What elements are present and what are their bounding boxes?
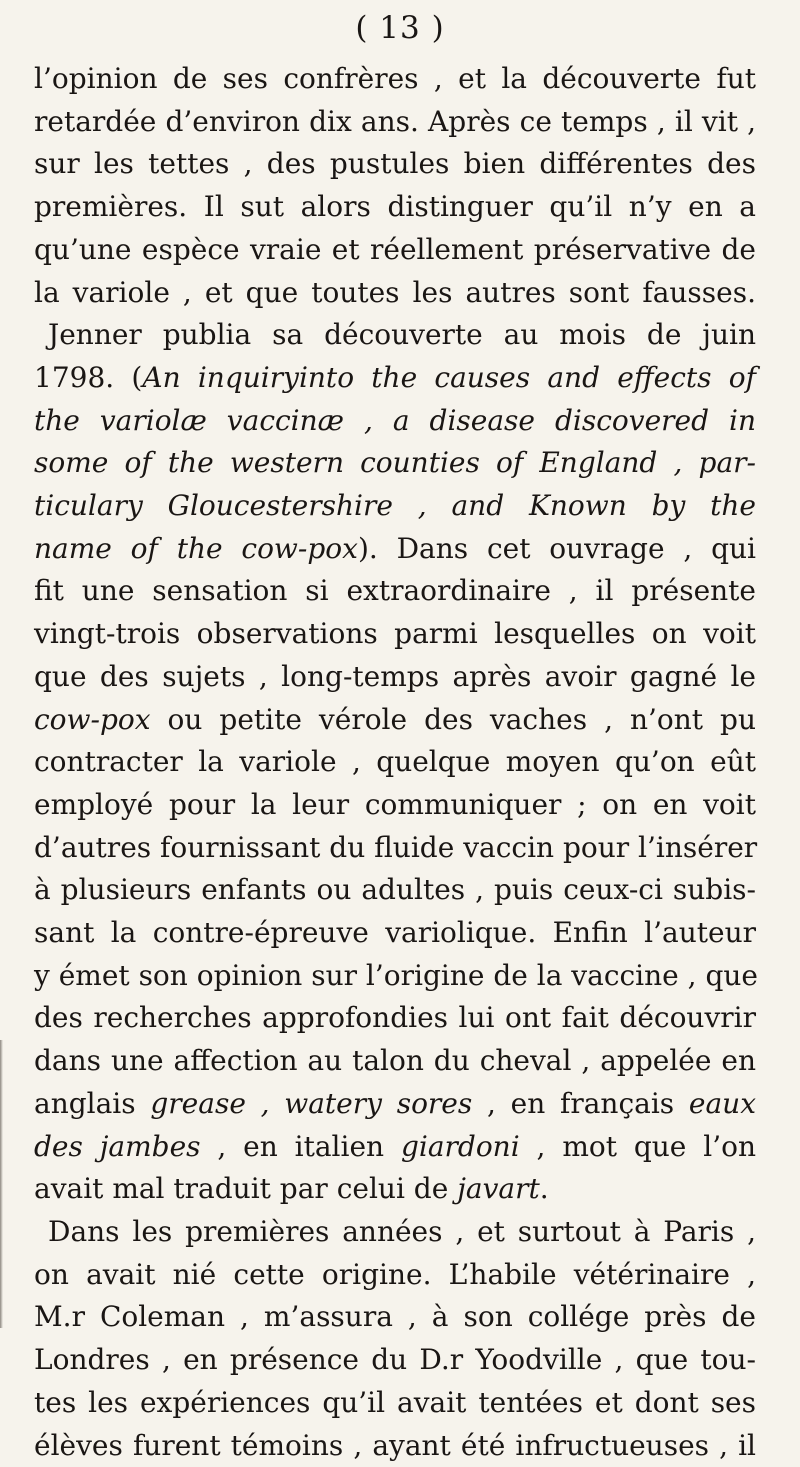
text-line: retardée d’environ dix ans. Après ce temps , il vit , <box>34 101 756 144</box>
text-line: à plusieurs enfants ou adultes , puis ceux-ci subis- <box>34 869 756 912</box>
text-line: des jambes , en italien giardoni , mot que l’on <box>34 1126 756 1169</box>
page-number: ( 13 ) <box>0 10 800 46</box>
text-line: qu’une espèce vraie et réellement préservative de <box>34 229 756 272</box>
text-line: sur les tettes , des pustules bien différentes des <box>34 143 756 186</box>
text-line: the variolæ vaccinæ , a disease discovered in <box>34 400 756 443</box>
text-line: on avait nié cette origine. L’habile vétérinaire , <box>34 1254 756 1297</box>
text-line: fit une sensation si extraordinaire , il présente <box>34 570 756 613</box>
text-line: sant la contre-épreuve variolique. Enfin l’auteur <box>34 912 756 955</box>
text-line: y émet son opinion sur l’origine de la vaccine , que <box>34 955 756 998</box>
text-line: dans une affection au talon du cheval , appelée en <box>34 1040 756 1083</box>
text-line: contracter la variole , quelque moyen qu’on eût <box>34 741 756 784</box>
text-line: d’autres fournissant du fluide vaccin pour l’insérer <box>34 827 756 870</box>
text-line: premières. Il sut alors distinguer qu’il n’y en a <box>34 186 756 229</box>
text-line: anglais grease , watery sores , en français eaux <box>34 1083 756 1126</box>
text-line: que des sujets , long-temps après avoir gagné le <box>34 656 756 699</box>
text-line: la variole , et que toutes les autres sont fausses. <box>34 272 756 315</box>
text-line: M.r Coleman , m’assura , à son collége près de <box>34 1296 756 1339</box>
text-line: Dans les premières années , et surtout à Paris , <box>34 1211 756 1254</box>
text-line: employé pour la leur communiquer ; on en voit <box>34 784 756 827</box>
text-line: 1798. (An inquiryinto the causes and effects of <box>34 357 756 400</box>
body-text <box>34 58 756 1467</box>
text-line: ticulary Gloucestershire , and Known by the <box>34 485 756 528</box>
text-line: Jenner publia sa découverte au mois de juin <box>34 314 756 357</box>
text-line: l’opinion de ses confrères , et la découverte fut <box>34 58 756 101</box>
page-spine-shadow <box>0 1040 3 1328</box>
text-line: cow-pox ou petite vérole des vaches , n’ont pu <box>34 699 756 742</box>
text-line: Londres , en présence du D.r Yoodville , que tou- <box>34 1339 756 1382</box>
text-line: name of the cow-pox). Dans cet ouvrage , qui <box>34 528 756 571</box>
text-line: vingt-trois observations parmi lesquelles on voit <box>34 613 756 656</box>
text-line: tes les expériences qu’il avait tentées et dont ses <box>34 1382 756 1425</box>
text-line: élèves furent témoins , ayant été infructueuses , il <box>34 1425 756 1467</box>
text-line: some of the western counties of England , par- <box>34 442 756 485</box>
text-line: des recherches approfondies lui ont fait découvrir <box>34 997 756 1040</box>
text-line: avait mal traduit par celui de javart. <box>34 1168 756 1211</box>
